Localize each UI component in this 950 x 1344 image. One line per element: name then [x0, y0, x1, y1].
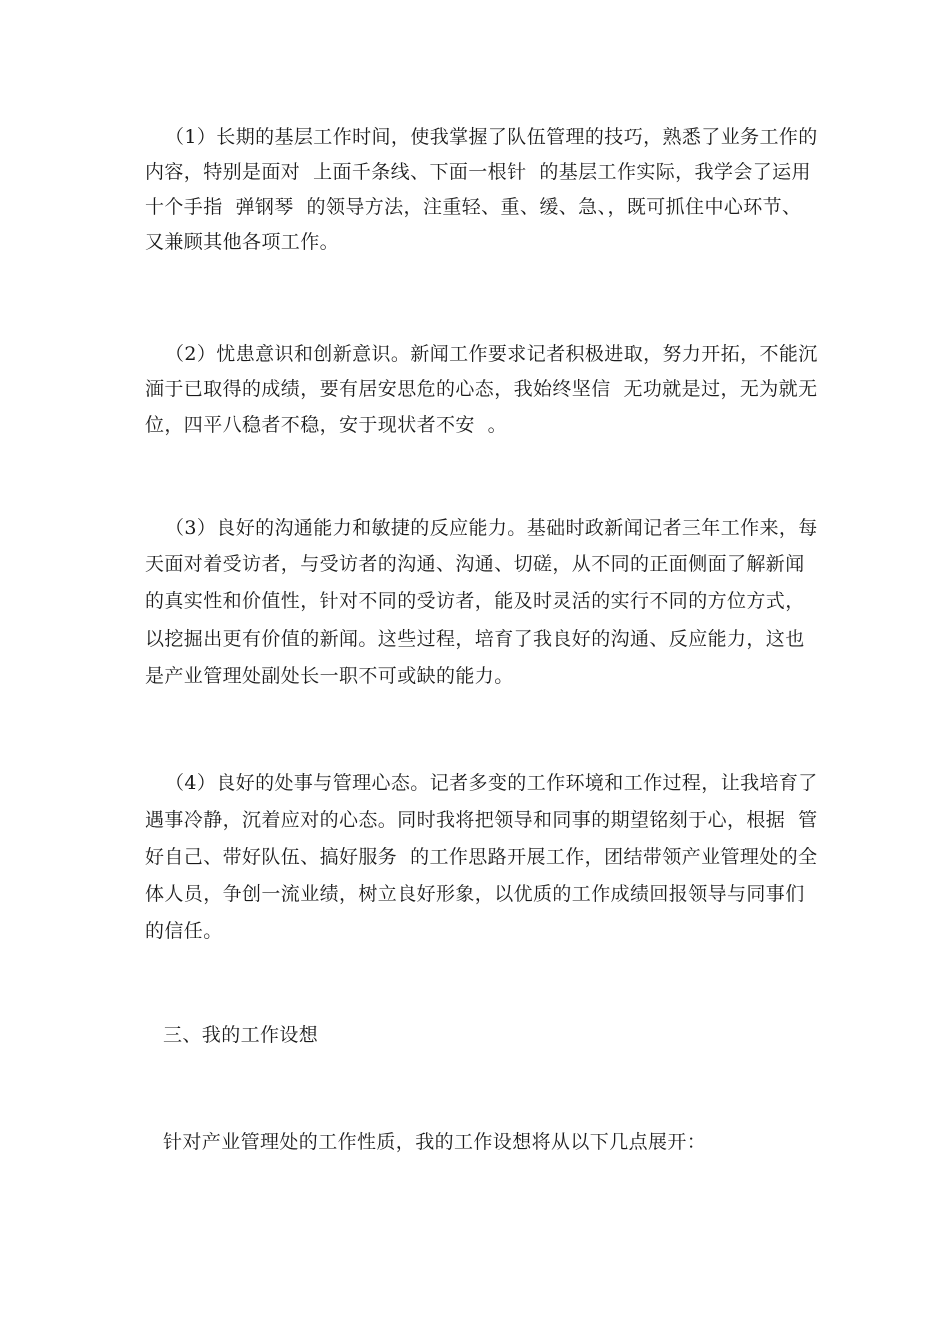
paragraph-line: 十个手指 弹钢琴 的领导方法，注重轻、重、缓、急、，既可抓住中心环节、: [145, 196, 802, 218]
paragraph-line: 湎于已取得的成绩，要有居安思危的心态，我始终坚信 无功就是过，无为就无: [145, 378, 818, 400]
paragraph-line: 的真实性和价值性，针对不同的受访者，能及时灵活的实行不同的方位方式，: [145, 590, 805, 612]
paragraph-line: 的信任。: [145, 920, 223, 942]
paragraph-line: （1）长期的基层工作时间，使我掌握了队伍管理的技巧，熟悉了业务工作的: [165, 126, 818, 148]
paragraph-line: （4）良好的处事与管理心态。记者多变的工作环境和工作过程，让我培育了: [165, 772, 818, 794]
paragraph-line: 内容，特别是面对 上面千条线、下面一根针 的基层工作实际，我学会了运用: [145, 161, 811, 183]
paragraph-line: 遇事冷静，沉着应对的心态。同时我将把领导和同事的期望铭刻于心，根据 管: [145, 809, 818, 831]
section-heading: 三、我的工作设想: [163, 1024, 319, 1046]
paragraph-line: 以挖掘出更有价值的新闻。这些过程，培育了我良好的沟通、反应能力，这也: [145, 628, 805, 650]
paragraph-line: 是产业管理处副处长一职不可或缺的能力。: [145, 665, 514, 687]
paragraph-line: 好自己、带好队伍、搞好服务 的工作思路开展工作，团结带领产业管理处的全: [145, 846, 818, 868]
paragraph-line: （3）良好的沟通能力和敏捷的反应能力。基础时政新闻记者三年工作来，每: [165, 517, 818, 539]
paragraph-line: 位，四平八稳者不稳，安于现状者不安 。: [145, 414, 508, 436]
paragraph-line: 天面对着受访者，与受访者的沟通、沟通、切磋，从不同的正面侧面了解新闻: [145, 553, 805, 575]
section-intro: 针对产业管理处的工作性质，我的工作设想将从以下几点展开：: [163, 1131, 707, 1153]
paragraph-line: （2）忧患意识和创新意识。新闻工作要求记者积极进取，努力开拓，不能沉: [165, 343, 818, 365]
paragraph-line: 体人员，争创一流业绩，树立良好形象，以优质的工作成绩回报领导与同事们: [145, 883, 805, 905]
paragraph-line: 又兼顾其他各项工作。: [145, 231, 340, 253]
